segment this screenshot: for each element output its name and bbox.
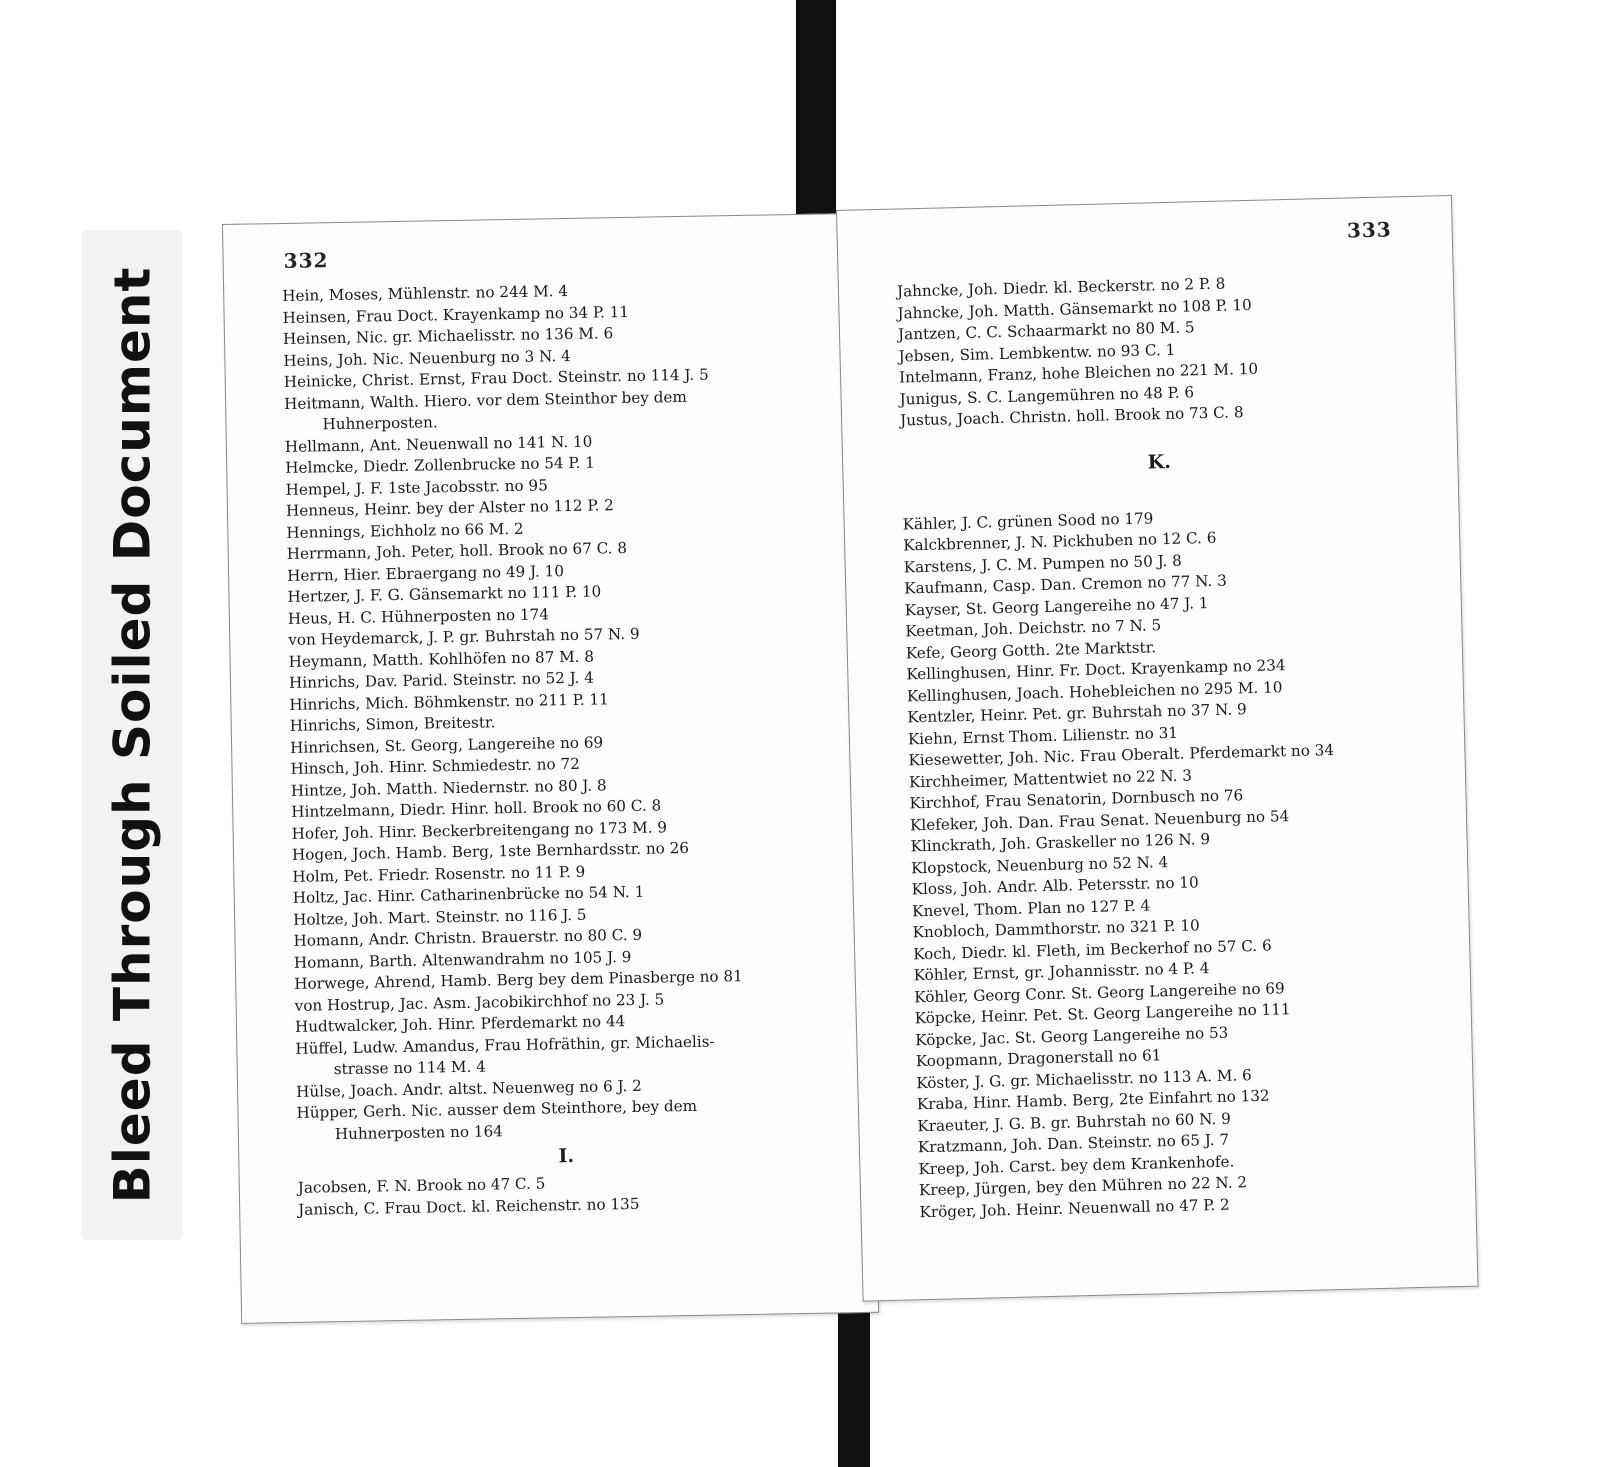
book-spine-top [796, 0, 836, 222]
page-number-left: 332 [283, 248, 329, 273]
directory-entry: Köster, J. G. gr. Michaelisstr. no 113 A. M. 6 [916, 1065, 1252, 1092]
directory-entry: Jahncke, Joh. Diedr. kl. Beckerstr. no 2 P. 8 [896, 274, 1226, 301]
directory-entry: Klefeker, Joh. Dan. Frau Senat. Neuenburg no 54 [909, 806, 1290, 834]
directory-entry: Kiehn, Ernst Thom. Lilienstr. no 31 [907, 723, 1179, 748]
directory-entry: Heitmann, Walth. Hiero. vor dem Steinthor bey dem [283, 387, 687, 413]
directory-entry: Köpcke, Heinr. Pet. St. Georg Langereihe no 111 [914, 1000, 1291, 1028]
directory-entry: Köpcke, Jac. St. Georg Langereihe no 53 [915, 1023, 1229, 1049]
directory-entry: Hennings, Eichholz no 66 M. 2 [286, 519, 524, 542]
directory-entry: Holtze, Joh. Mart. Steinstr. no 116 J. 5 [292, 905, 587, 929]
directory-entry: Kellinghusen, Joach. Hohebleichen no 295 M. 10 [906, 677, 1283, 705]
directory-entry: Köhler, Georg Conr. St. Georg Langereihe no 69 [914, 978, 1285, 1006]
condition-label-text: Bleed Through Soiled Document [103, 266, 161, 1204]
directory-entry: Junigus, S. C. Langemühren no 48 P. 6 [899, 382, 1195, 408]
condition-label [82, 230, 182, 1240]
directory-entry: Jantzen, C. C. Schaarmarkt no 80 M. 5 [897, 318, 1195, 344]
directory-entry: Homann, Andr. Christn. Brauerstr. no 80 C. 9 [293, 925, 643, 950]
directory-entry: Holm, Pet. Friedr. Rosenstr. no 11 P. 9 [292, 862, 586, 886]
directory-entry: Hüffel, Ludw. Amandus, Frau Hofräthin, gr. Michaelis- [295, 1032, 715, 1058]
directory-entry: Keetman, Joh. Deichstr. no 7 N. 5 [905, 616, 1162, 641]
directory-entry: Jahncke, Joh. Matth. Gänsemarkt no 108 P. 10 [897, 295, 1252, 323]
directory-entry: Kentzler, Heinr. Pet. gr. Buhrstah no 37 N. 9 [907, 700, 1247, 727]
directory-entry: Kreep, Jürgen, bey den Mühren no 22 N. 2 [918, 1173, 1248, 1200]
directory-entry: Hüpper, Gerh. Nic. ausser dem Steinthore, bey dem [296, 1096, 698, 1122]
directory-entry: Hein, Moses, Mühlenstr. no 244 M. 4 [282, 281, 569, 305]
directory-entry: Heinsen, Frau Doct. Krayenkamp no 34 P. 11 [282, 302, 630, 327]
directory-entry: Hintzelmann, Diedr. Hinr. holl. Brook no 60 C. 8 [291, 796, 662, 821]
directory-entry: Kirchheimer, Mattentwiet no 22 N. 3 [908, 765, 1193, 791]
directory-entry: Intelmann, Franz, hohe Bleichen no 221 M. 10 [898, 359, 1259, 387]
directory-entry: Kraeuter, J. G. B. gr. Buhrstah no 60 N. 9 [917, 1109, 1231, 1135]
directory-entry: Klopstock, Neuenburg no 52 N. 4 [910, 852, 1169, 877]
directory-entry: Hinsch, Joh. Hinr. Schmiedestr. no 72 [290, 754, 580, 778]
directory-entry: Kratzmann, Joh. Dan. Steinstr. no 65 J. 7 [917, 1130, 1230, 1157]
directory-entry: Heus, H. C. Hühnerposten no 174 [287, 604, 550, 628]
directory-entry: Kefe, Georg Gotth. 2te Marktstr. [905, 637, 1157, 662]
directory-entry: Hempel, J. F. 1ste Jacobsstr. no 95 [285, 475, 548, 499]
directory-entry: Kröger, Joh. Heinr. Neuenwall no 47 P. 2 [919, 1195, 1230, 1221]
page-number-right: 333 [1346, 217, 1392, 243]
right-page-entries [897, 269, 1436, 1223]
directory-entry: Homann, Barth. Altenwandrahm no 105 J. 9 [293, 947, 632, 972]
directory-entry: Hogen, Joch. Hamb. Berg, 1ste Bernhardsstr. no 26 [291, 838, 690, 864]
directory-entry: Herrmann, Joh. Peter, holl. Brook no 67 C. 8 [286, 538, 628, 563]
directory-entry: Helmcke, Diedr. Zollenbrucke no 54 P. 1 [285, 453, 596, 477]
directory-entry: Heymann, Matth. Kohlhöfen no 87 M. 8 [288, 647, 595, 671]
directory-entry: Jebsen, Sim. Lembkentw. no 93 C. 1 [898, 340, 1176, 366]
directory-entry: Koch, Diedr. kl. Fleth, im Beckerhof no 57 C. 6 [912, 936, 1272, 963]
directory-entry: Kähler, J. C. grünen Sood no 179 [902, 508, 1154, 533]
directory-entry: Hinrichs, Mich. Böhmkenstr. no 211 P. 11 [289, 689, 609, 714]
directory-entry: Hinrichsen, St. Georg, Langereihe no 69 [289, 732, 604, 757]
right-page [836, 195, 1478, 1302]
directory-entry: Hinrichs, Dav. Parid. Steinstr. no 52 J. 4 [288, 668, 595, 692]
directory-entry: Hofer, Joh. Hinr. Beckerbreitengang no 173 M. 9 [291, 817, 668, 843]
section-heading-k: K. [1147, 450, 1172, 473]
directory-entry: Knobloch, Dammthorstr. no 321 P. 10 [912, 916, 1200, 942]
directory-entry: Justus, Joach. Christn. holl. Brook no 73 C. 8 [899, 403, 1244, 430]
directory-entry: Klinckrath, Joh. Graskeller no 126 N. 9 [910, 830, 1211, 856]
directory-entry: Hertzer, J. F. G. Gänsemarkt no 111 P. 10 [287, 582, 602, 606]
directory-entry: Henneus, Heinr. bey der Alster no 112 P. 2 [285, 496, 614, 520]
directory-entry: Jacobsen, F. N. Brook no 47 C. 5 [297, 1174, 546, 1197]
directory-entry: Kiesewetter, Joh. Nic. Frau Oberalt. Pferdemarkt no 34 [908, 740, 1335, 770]
section-heading-i: I. [558, 1144, 575, 1168]
directory-entry: Kaufmann, Casp. Dan. Cremon no 77 N. 3 [904, 571, 1227, 598]
directory-entry: Kloss, Joh. Andr. Alb. Petersstr. no 10 [911, 873, 1199, 899]
directory-entry: Hülse, Joach. Andr. altst. Neuenweg no 6 J. 2 [295, 1076, 642, 1101]
directory-entry: Kraba, Hinr. Hamb. Berg, 2te Einfahrt no 132 [916, 1086, 1270, 1114]
directory-entry: Kalckbrenner, J. N. Pickhuben no 12 C. 6 [902, 528, 1217, 555]
directory-entry: von Heydemarck, J. P. gr. Buhrstah no 57 N. 9 [288, 624, 640, 649]
directory-entry-continuation: strasse no 114 M. 4 [333, 1057, 486, 1079]
directory-entry: Hudtwalcker, Joh. Hinr. Pferdemarkt no 44 [294, 1012, 626, 1036]
book-spine-bottom [838, 1292, 870, 1467]
left-page-entries [282, 277, 836, 1221]
directory-entry: Heinsen, Nic. gr. Michaelisstr. no 136 M. 6 [282, 324, 614, 348]
directory-entry: Kreep, Joh. Carst. bey dem Krankenhofe. [918, 1152, 1235, 1178]
directory-entry: Herrn, Hier. Ebraergang no 49 J. 10 [286, 561, 565, 585]
directory-entry: Karstens, J. C. M. Pumpen no 50 J. 8 [903, 551, 1183, 576]
directory-entry-continuation: Huhnerposten. [322, 413, 438, 434]
directory-entry: Heins, Joh. Nic. Neuenburg no 3 N. 4 [283, 346, 571, 370]
directory-entry: von Hostrup, Jac. Asm. Jacobikirchhof no 23 J. 5 [294, 989, 665, 1015]
directory-entry: Kirchhof, Frau Senatorin, Dornbusch no 76 [909, 786, 1244, 813]
directory-entry: Hintze, Joh. Matth. Niedernstr. no 80 J. 8 [290, 775, 607, 800]
directory-entry: Heinicke, Christ. Ernst, Frau Doct. Steinstr. no 114 J. 5 [283, 365, 709, 391]
directory-entry: Horwege, Ahrend, Hamb. Berg bey dem Pinasberge no 81 [294, 967, 743, 993]
left-page [222, 213, 879, 1324]
directory-entry: Janisch, C. Frau Doct. kl. Reichenstr. no 135 [298, 1194, 640, 1219]
directory-entry: Hinrichs, Simon, Breitestr. [289, 713, 496, 735]
directory-entry: Knevel, Thom. Plan no 127 P. 4 [911, 896, 1151, 920]
directory-entry: Köhler, Ernst, gr. Johannisstr. no 4 P. 4 [913, 959, 1210, 985]
directory-entry: Hellmann, Ant. Neuenwall no 141 N. 10 [284, 432, 593, 456]
directory-entry: Holtz, Jac. Hinr. Catharinenbrücke no 54 N. 1 [292, 882, 645, 907]
directory-entry-continuation: Huhnerposten no 164 [334, 1121, 503, 1143]
directory-entry: Kellinghusen, Hinr. Fr. Doct. Krayenkamp no 234 [906, 656, 1286, 684]
directory-entry: Kayser, St. Georg Langereihe no 47 J. 1 [904, 593, 1209, 619]
directory-entry: Koopmann, Dragonerstall no 61 [915, 1046, 1162, 1071]
